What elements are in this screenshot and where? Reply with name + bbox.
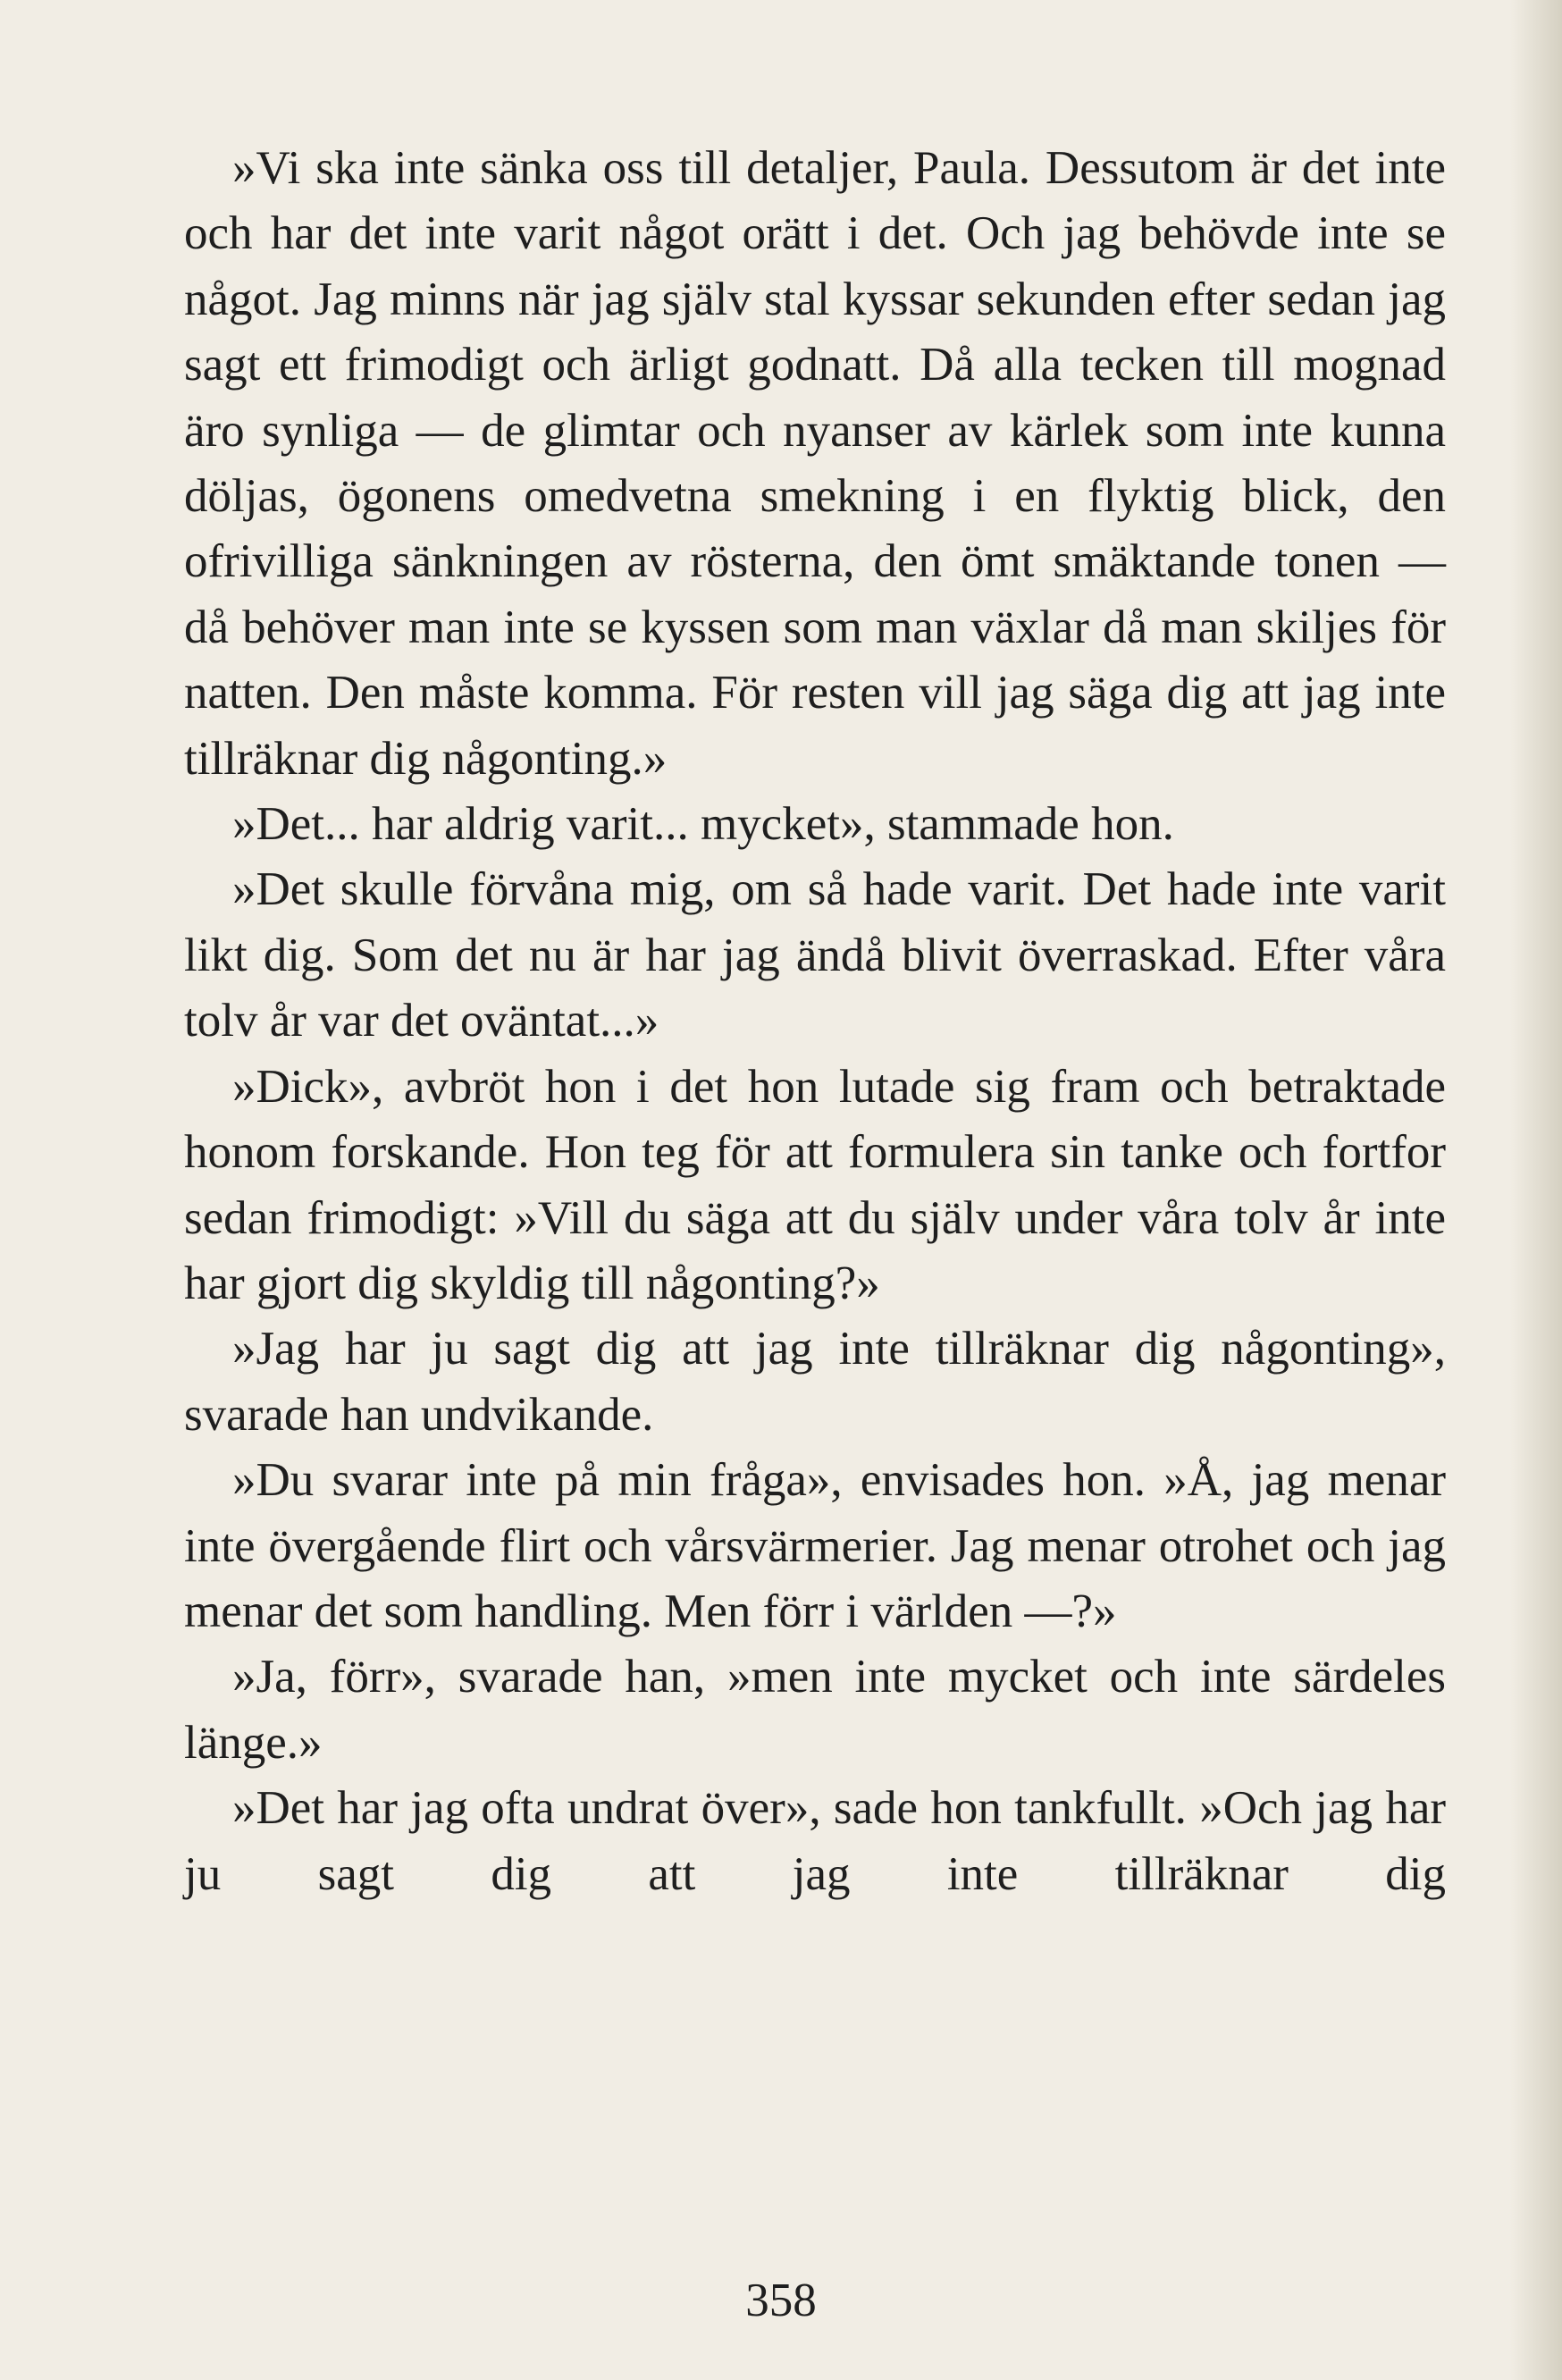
paragraph-3: »Det skulle förvåna mig, om så hade varit. Det hade inte varit likt dig. Som det nu är har jag ändå blivit överraskad. Efter våra tolv år var det oväntat...» bbox=[184, 863, 1446, 1047]
page-edge-shadow bbox=[1510, 0, 1562, 2380]
paragraph-5: »Jag har ju sagt dig att jag inte tillräknar dig någonting», svarade han undvikande. bbox=[184, 1323, 1446, 1441]
paragraph-6: »Du svarar inte på min fråga», envisades hon. »Å, jag menar inte övergående flirt och vårsvärmerier. Jag menar otrohet och jag menar det som handling. Men förr i världen —?» bbox=[184, 1454, 1446, 1637]
paragraph-4: »Dick», avbröt hon i det hon lutade sig fram och betraktade honom forskande. Hon teg för att formulera sin tanke och fortfor sedan frimodigt: »Vill du säga att du själv under våra tolv år inte har gjort dig skyldig till någonting?» bbox=[184, 1060, 1446, 1309]
body-text bbox=[184, 136, 1446, 1907]
page-number: 358 bbox=[745, 2275, 817, 2326]
paragraph-1: »Vi ska inte sänka oss till detaljer, Paula. Dessutom är det inte och har det inte varit något orätt i det. Och jag behövde inte se något. Jag minns när jag själv stal kyssar sekunden efter sedan jag sagt ett frimodigt och ärligt godnatt. Då alla tecken till mognad äro synliga — de glimtar och nyanser av kärlek som inte kunna döljas, ögonens omedvetna smekning i en flyktig blick, den ofrivilliga sänkningen av rösterna, den ömt smäktande tonen — då behöver man inte se kyssen som man växlar då man skiljes för natten. Den måste komma. För resten vill jag säga dig att jag inte tillräknar dig någonting.» bbox=[184, 142, 1446, 785]
paragraph-7: »Ja, förr», svarade han, »men inte mycket och inte särdeles länge.» bbox=[184, 1651, 1446, 1769]
paragraph-8: »Det har jag ofta undrat över», sade hon tankfullt. »Och jag har ju sagt dig att jag inte tillräknar dig bbox=[184, 1782, 1446, 1900]
paragraph-2: »Det... har aldrig varit... mycket», stammade hon. bbox=[232, 798, 1174, 851]
